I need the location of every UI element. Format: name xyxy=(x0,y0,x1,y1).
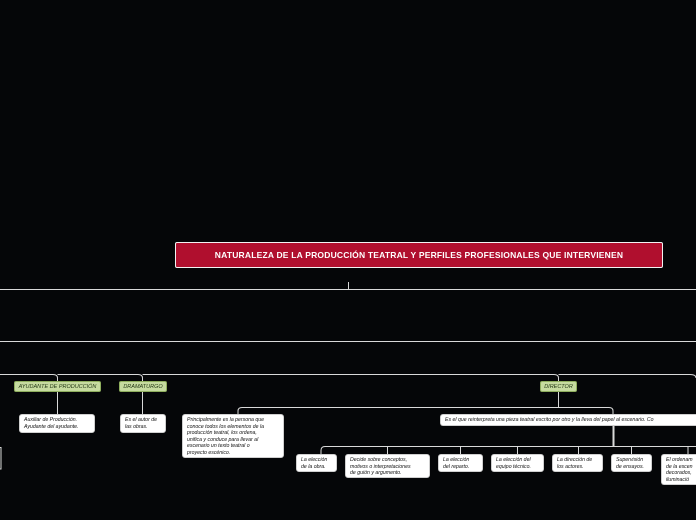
left-edge-fragment xyxy=(0,448,1,470)
note-dramaturgo[interactable]: Es el autor de las obras. xyxy=(120,414,166,433)
branch-director[interactable]: DIRECTOR xyxy=(540,381,577,392)
branch-ayudante-produccion[interactable]: AYUDANTE DE PRODUCCIÓN xyxy=(14,381,101,392)
function-eleccion-equipo[interactable]: La elección del equipo técnico. xyxy=(491,454,544,472)
central-topic[interactable]: NATURALEZA DE LA PRODUCCIÓN TEATRAL Y PERFILES PROFESIONALES QUE INTERVIENEN xyxy=(175,242,663,268)
branch-dramaturgo[interactable]: DRAMATURGO xyxy=(119,381,167,392)
functions-rail xyxy=(321,447,696,455)
note-ayudante[interactable]: Auxiliar de Producción. Ayudante del ayudante. xyxy=(19,414,95,433)
function-decide-conceptos[interactable]: Decide sobre conceptos, motivos o interpretaciones de guión y argumento. xyxy=(345,454,430,478)
function-supervision-ensayos[interactable]: Supervisión de ensayos. xyxy=(611,454,652,472)
function-eleccion-obra[interactable]: La elección de la obra. xyxy=(296,454,337,472)
note-director-description[interactable]: Principalmente es la persona que conoce todos los elementos de la producción teatral, los ordena, unifica y conduce para llevar al escenario un texto teatral o proyecto escénico. xyxy=(182,414,284,458)
function-ordenamiento-escena[interactable]: El ordenam de la escen decorados, iluminació xyxy=(661,454,696,485)
function-eleccion-reparto[interactable]: La elección del reparto. xyxy=(438,454,483,472)
note-director-definition[interactable]: Es el que reinterpreta una pieza teatral escrito por otro y la lleva del papel al escenario. Co xyxy=(440,414,696,426)
function-direccion-actores[interactable]: La dirección de los actores. xyxy=(552,454,603,472)
